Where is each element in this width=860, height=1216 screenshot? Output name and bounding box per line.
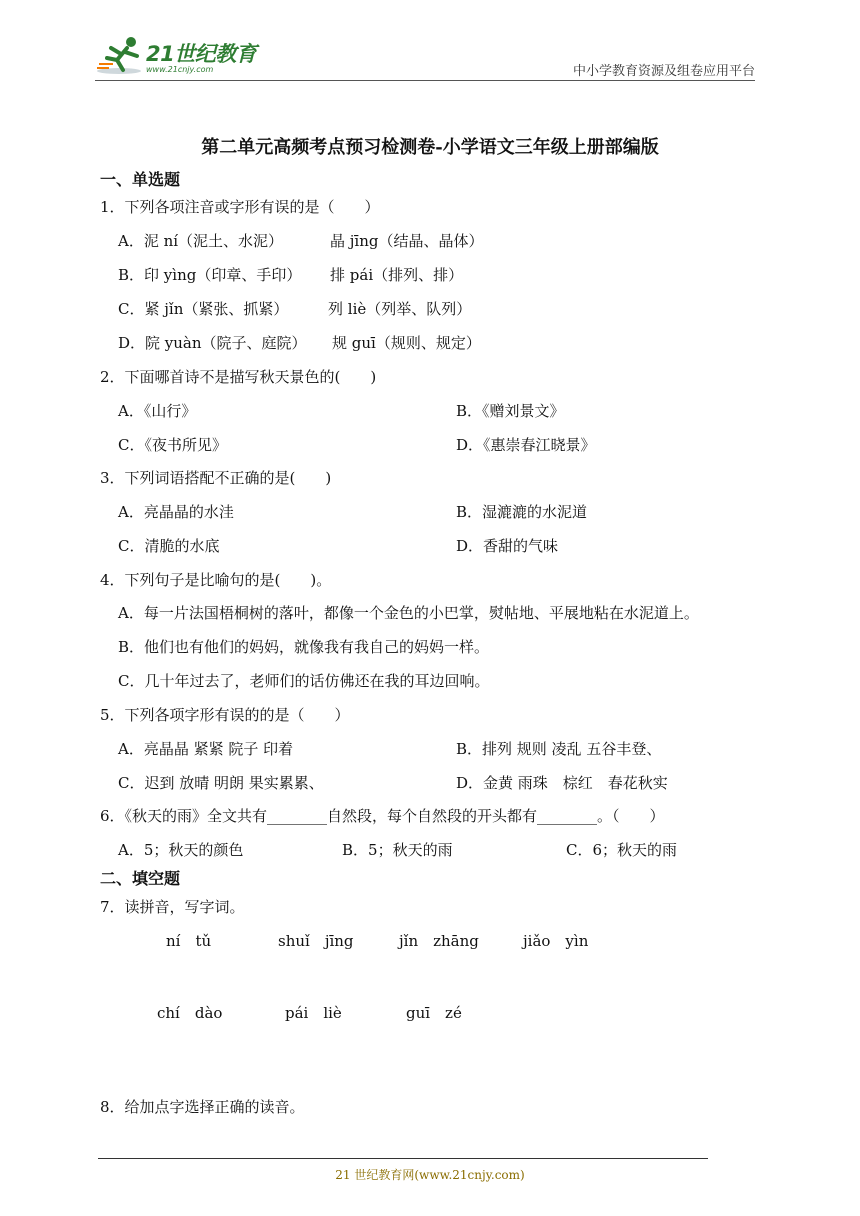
- section-heading-fill-in: 二、填空题: [100, 869, 181, 888]
- pinyin-item: jǐn zhāng: [399, 932, 479, 950]
- pinyin-item: pái liè: [285, 1004, 342, 1022]
- platform-label: 中小学教育资源及组卷应用平台: [572, 64, 755, 79]
- question-3-option-d: D．香甜的气味: [456, 537, 559, 555]
- question-1-option-d: D．院 yuàn（院子、庭院）: [118, 334, 307, 352]
- pinyin-item: chí dào: [157, 1004, 223, 1022]
- logo-text: 21世纪教育: [146, 42, 257, 66]
- question-1-option-b-2: 排 pái（排列、排）: [330, 266, 464, 284]
- question-3-option-a: A．亮晶晶的水洼: [118, 503, 234, 521]
- page-title: 第二单元高频考点预习检测卷-小学语文三年级上册部编版: [201, 137, 659, 158]
- question-4-stem: 4．下列句子是比喻句的是( )。: [100, 571, 332, 589]
- footer-divider: [98, 1158, 708, 1159]
- question-6-option-a: A．5；秋天的颜色: [118, 841, 244, 859]
- question-6-option-b: B．5；秋天的雨: [342, 841, 453, 859]
- question-1-option-c: C．紧 jǐn（紧张、抓紧）: [118, 300, 289, 318]
- question-2-option-a: A．《山行》: [118, 402, 197, 420]
- question-2-option-b: B．《赠刘景文》: [456, 402, 565, 420]
- question-8-stem: 8．给加点字选择正确的读音。: [100, 1098, 305, 1116]
- question-4-option-a: A．每一片法国梧桐树的落叶，都像一个金色的小巴掌，熨帖地、平展地粘在水泥道上。: [118, 604, 699, 622]
- header-divider: [95, 80, 755, 81]
- question-5-option-c: C．迟到 放晴 明朗 果实累累、: [118, 774, 324, 792]
- question-7-stem: 7．读拼音，写字词。: [100, 898, 245, 916]
- question-1-option-a: A．泥 ní（泥土、水泥）: [118, 232, 284, 250]
- question-2-option-d: D．《惠崇春江晓景》: [456, 436, 596, 454]
- question-1-option-a-2: 晶 jīng（结晶、晶体）: [330, 232, 484, 250]
- pinyin-item: shuǐ jīng: [278, 932, 354, 950]
- question-3-stem: 3．下列词语搭配不正确的是( ): [100, 469, 332, 487]
- question-5-stem: 5．下列各项字形有误的的是（ ）: [100, 706, 350, 724]
- pinyin-item: jiǎo yìn: [523, 932, 589, 950]
- pinyin-item: guī zé: [406, 1004, 462, 1022]
- logo-url: www.21cnjy.com: [146, 65, 214, 74]
- question-5-option-a: A．亮晶晶 紧紧 院子 印着: [118, 740, 294, 758]
- question-1-option-c-2: 列 liè（列举、队列）: [328, 300, 472, 318]
- question-6-stem: 6．《秋天的雨》全文共有________自然段，每个自然段的开头都有________。（ ）: [100, 807, 665, 825]
- pinyin-item: ní tǔ: [166, 932, 212, 950]
- question-5-option-b: B．排列 规则 凌乱 五谷丰登、: [456, 740, 662, 758]
- question-3-option-b: B．湿漉漉的水泥道: [456, 503, 588, 521]
- question-3-option-c: C．清脆的水底: [118, 537, 220, 555]
- question-5-option-d: D．金黄 雨珠 棕红 春花秋实: [456, 774, 668, 792]
- footer-text: 21 世纪教育网(www.21cnjy.com): [335, 1168, 525, 1182]
- question-4-option-b: B．他们也有他们的妈妈，就像我有我自己的妈妈一样。: [118, 638, 490, 656]
- question-6-option-c: C．6；秋天的雨: [566, 841, 678, 859]
- question-4-option-c: C．几十年过去了，老师们的话仿佛还在我的耳边回响。: [118, 672, 490, 690]
- question-1-stem: 1．下列各项注音或字形有误的是（ ）: [100, 198, 380, 216]
- section-heading-single-choice: 一、单选题: [100, 170, 181, 189]
- question-1-option-d-2: 规 guī（规则、规定）: [332, 334, 481, 352]
- question-2-option-c: C．《夜书所见》: [118, 436, 227, 454]
- question-2-stem: 2．下面哪首诗不是描写秋天景色的( ): [100, 368, 377, 386]
- question-1-option-b: B．印 yìng（印章、手印）: [118, 266, 302, 284]
